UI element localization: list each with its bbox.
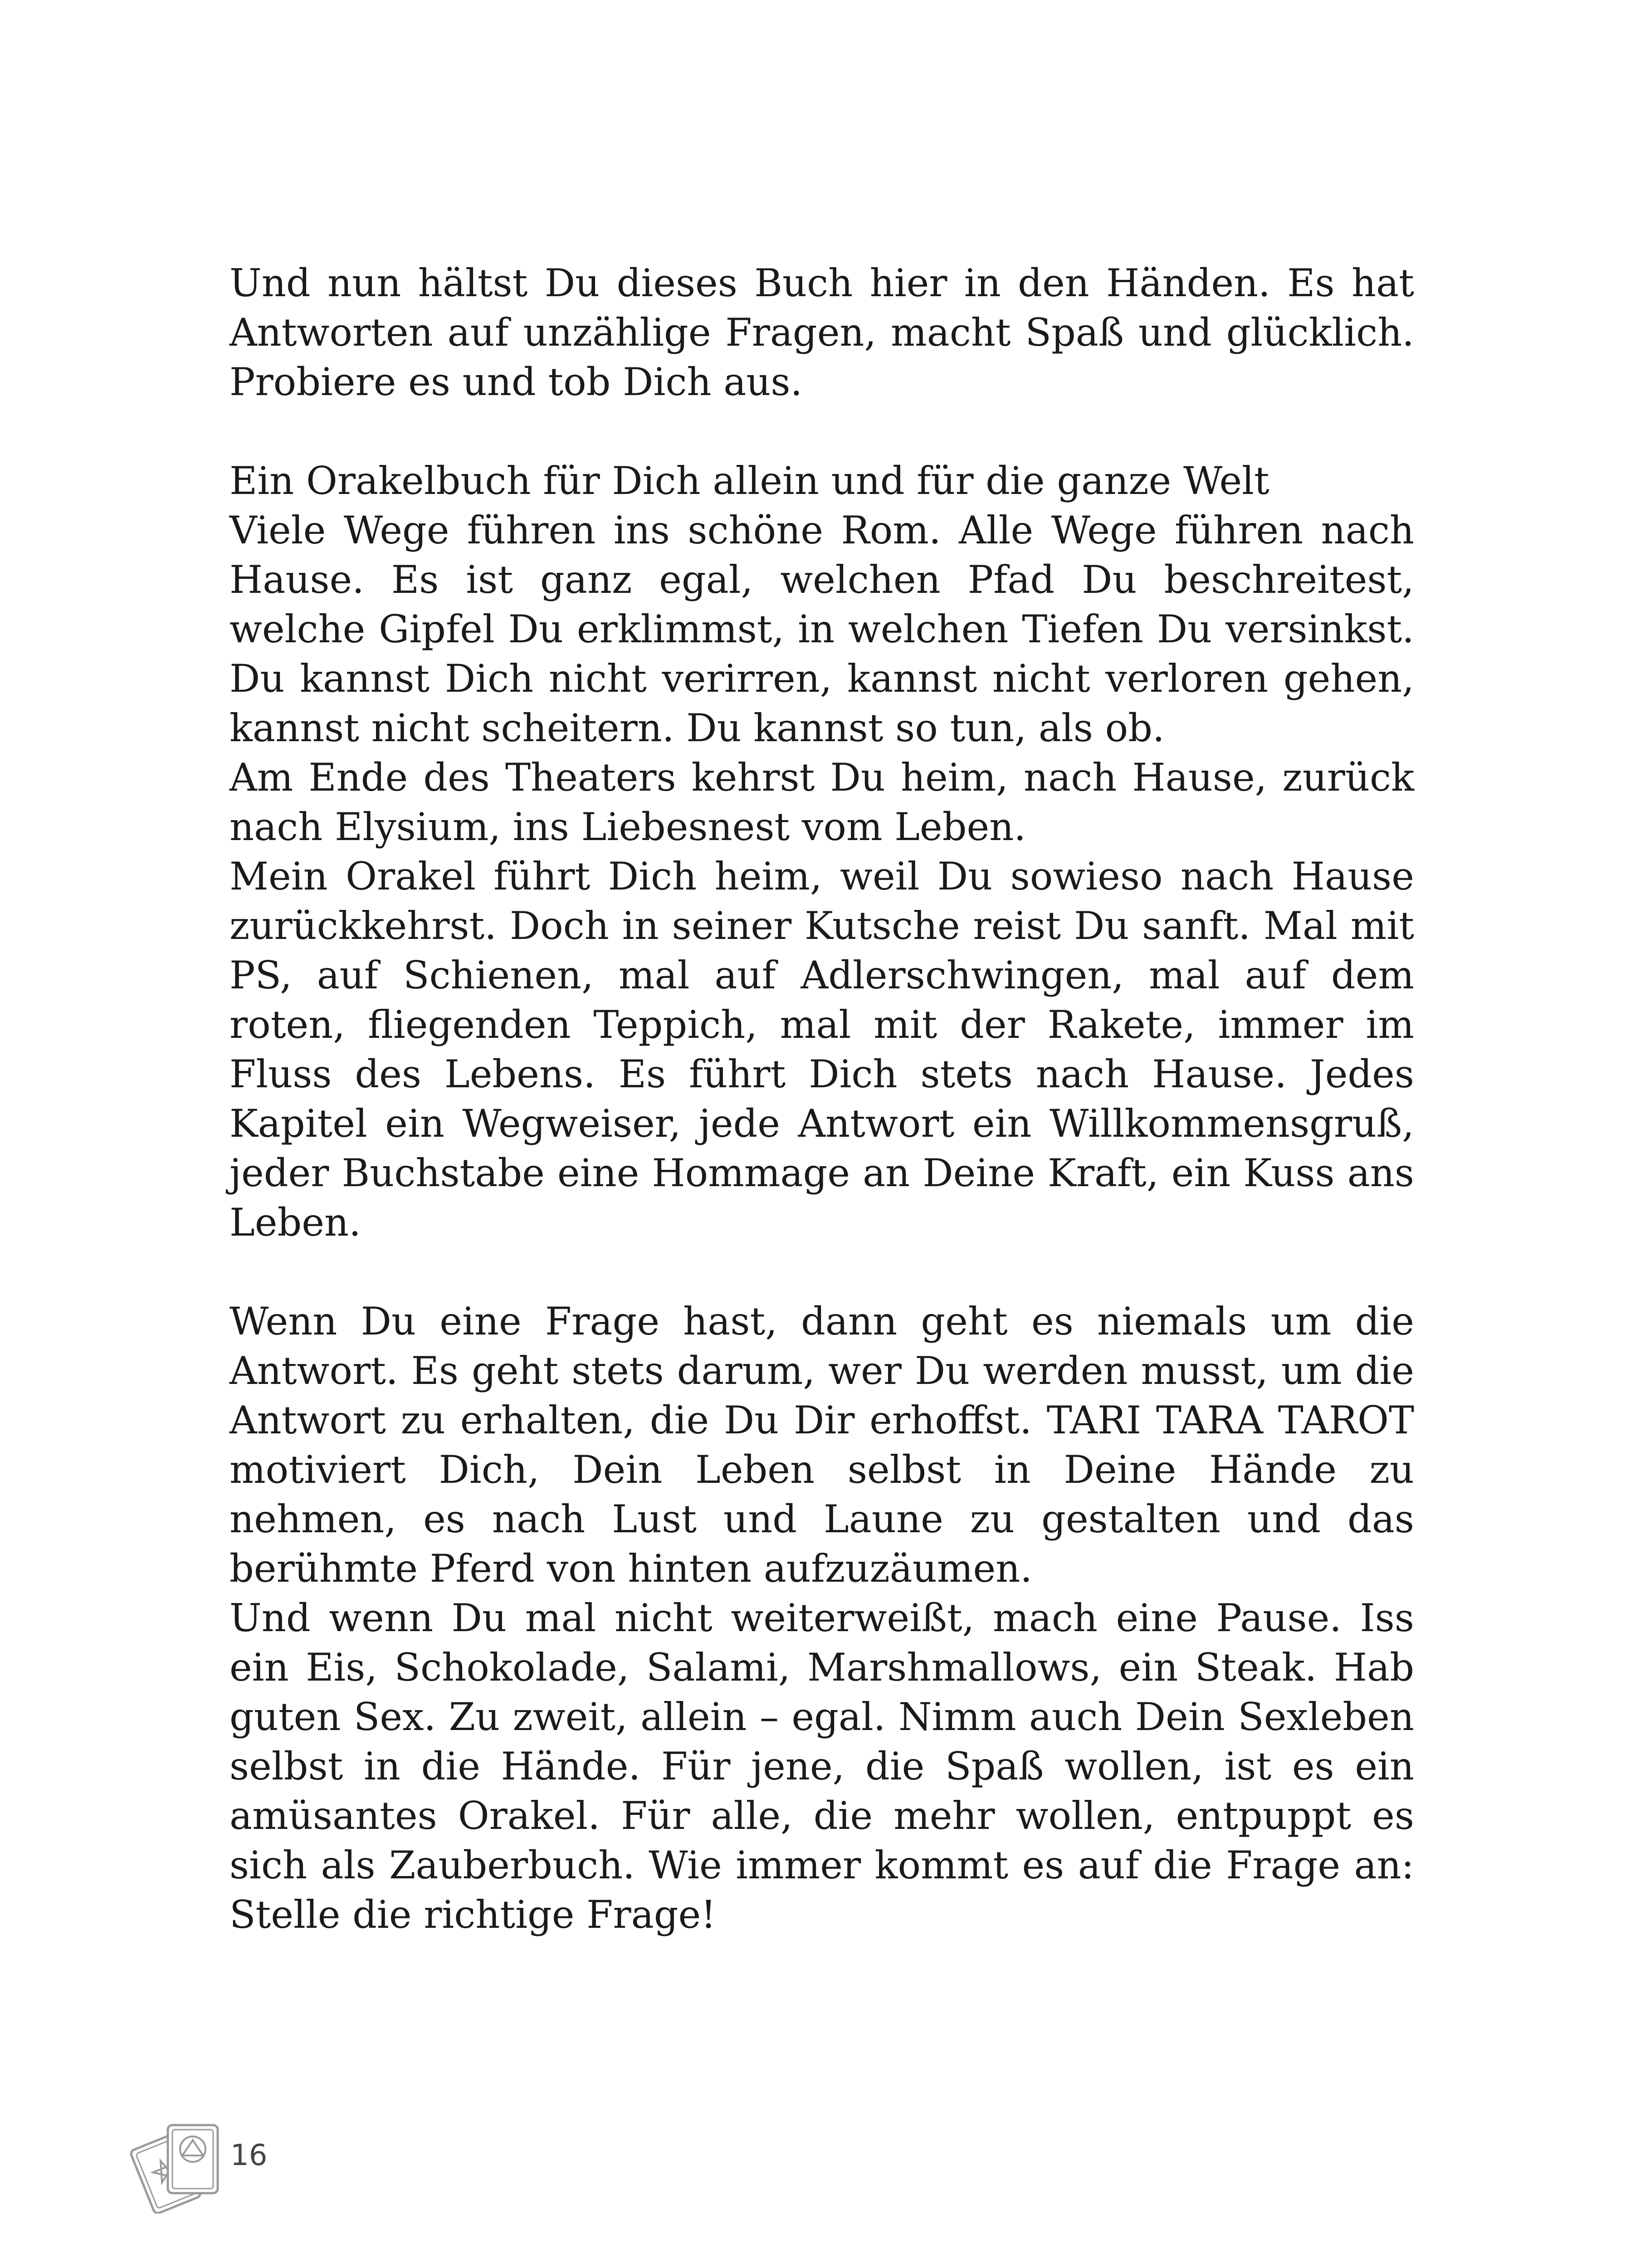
paragraph-7: Und wenn Du mal nicht weiterweißt, mach eine Pause. Iss ein Eis, Schokolade, Salami, Marshmallows, ein Steak. Hab guten Sex. Zu zweit, allein – egal. Nimm auch Dein Sexleben selbst in die Hände. Für jene, die Spaß wollen, ist es ein amüsantes Orakel. Für alle, die mehr wollen, entpuppt es sich als Zauberbuch. Wie immer kommt es auf die Frage an: Stelle die richtige Frage! [229,1596,1414,1937]
page-number: 16 [230,2139,268,2172]
paragraph-1: Und nun hältst Du dieses Buch hier in den Händen. Es hat Antworten auf unzählige Fragen, macht Spaß und glücklich. Probiere es und tob Dich aus. [229,261,1414,404]
paragraph-2: Ein Orakelbuch für Dich allein und für die ganze Welt [229,459,1269,503]
tarot-cards-icon [122,2114,227,2214]
page-footer [122,2114,349,2214]
paragraph-4: Am Ende des Theaters kehrst Du heim, nach Hause, zurück nach Elysium, ins Liebesnest vom Leben. [229,755,1414,849]
body-text [229,259,1414,1940]
paragraph-5: Mein Orakel führt Dich heim, weil Du sowieso nach Hause zurückkehrst. Doch in seiner Kutsche reist Du sanft. Mal mit PS, auf Schienen, mal auf Adlerschwingen, mal auf dem roten, fliegenden Teppich, mal mit der Rakete, immer im Fluss des Lebens. Es führt Dich stets nach Hause. Jedes Kapitel ein Wegweiser, jede Antwort ein Willkommensgruß, jeder Buchstabe eine Hommage an Deine Kraft, ein Kuss ans Leben. [229,854,1414,1245]
paragraph-6: Wenn Du eine Frage hast, dann geht es niemals um die Antwort. Es geht stets darum, wer Du werden musst, um die Antwort zu erhalten, die Du Dir erhoffst. TARI TARA TAROT motiviert Dich, Dein Leben selbst in Deine Hände zu nehmen, es nach Lust und Laune zu gestalten und das berühmte Pferd von hinten aufzuzäumen. [229,1299,1414,1591]
paragraph-3: Viele Wege führen ins schöne Rom. Alle Wege führen nach Hause. Es ist ganz egal, welchen Pfad Du beschreitest, welche Gipfel Du erklimmst, in welchen Tiefen Du versinkst. Du kannst Dich nicht verirren, kannst nicht verloren gehen, kannst nicht scheitern. Du kannst so tun, als ob. [229,508,1414,750]
